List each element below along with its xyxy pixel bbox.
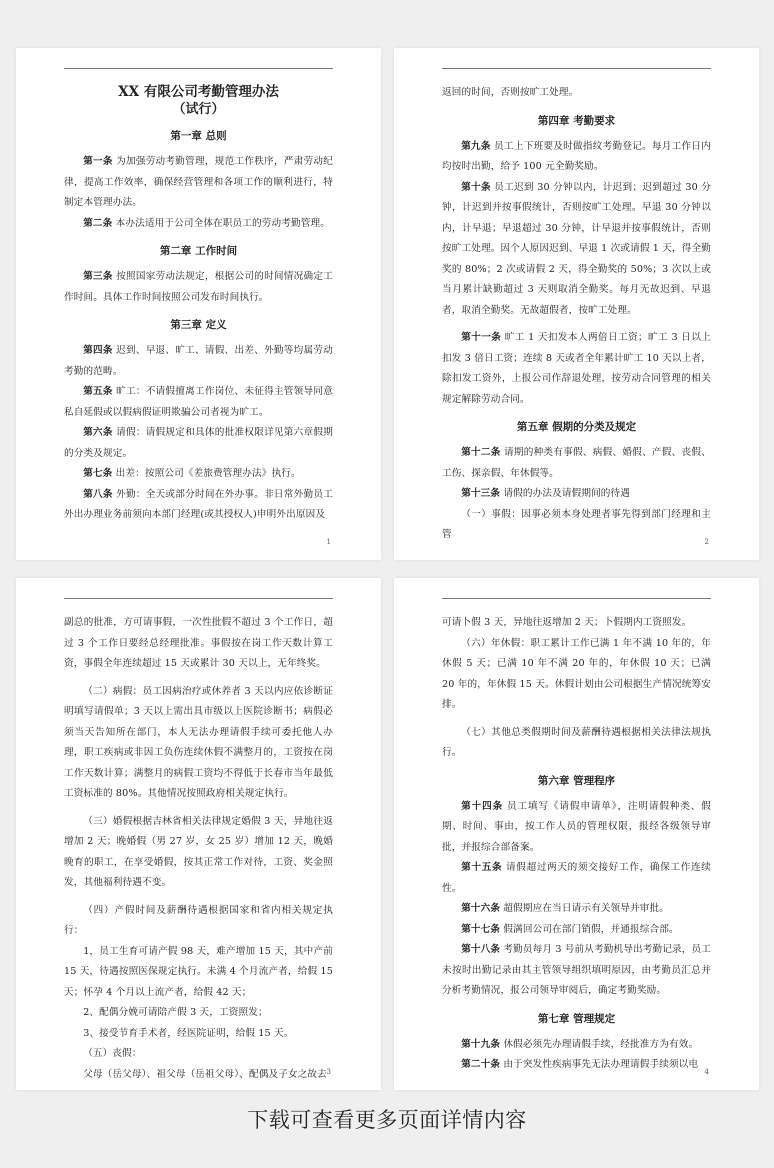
- leave-type-paragraph: （五）丧假：: [83, 1048, 142, 1059]
- article-paragraph: [64, 464, 333, 485]
- chapter-heading: 第二章 工作时间: [159, 245, 238, 257]
- article-paragraph: [64, 382, 333, 423]
- page-number: 3: [326, 1068, 331, 1076]
- document-page-2: [394, 48, 759, 560]
- article-label: 第十六条: [461, 903, 501, 914]
- article-text: 出差：按照公司《差旅费管理办法》执行。: [112, 468, 301, 479]
- article-paragraph: [64, 485, 333, 526]
- continued-paragraph: 副总的批准，方可请事假，一次性批假不超过 3 个工作日，超过 3 个工作日要经总经理批准。事假按在岗工作天数计算工资，事假全年连续超过 15 天或累计 30 天以上，无年终奖。: [64, 617, 333, 669]
- article-text: 休假必须先办理请假手续，经批准方为有效。: [500, 1038, 699, 1050]
- article-paragraph: [64, 341, 333, 382]
- download-more-link[interactable]: 下载可查看更多页面详情内容: [247, 1108, 527, 1132]
- article-label: 第十一条: [461, 332, 502, 343]
- article-text: 请假：请假规定和具体的批准权限详见第六章假期的分类及规定。: [64, 427, 333, 459]
- article-paragraph: [64, 267, 333, 308]
- chapter-heading: 第五章 假期的分类及规定: [516, 421, 637, 433]
- article-paragraph: [442, 178, 711, 322]
- document-page-3: [16, 578, 381, 1090]
- article-paragraph: [442, 137, 711, 178]
- article-label: 第九条: [461, 140, 491, 152]
- header-rule: [442, 598, 711, 599]
- article-text: 旷工 1 天扣发本人两倍日工资；旷工 3 日以上扣发 3 倍日工资；连续 8 天或者全年累计旷工 10 天以上者，除扣发工资外，上报公司作辞退处理，按劳动合同管理的相关规定解除劳动合同。: [442, 332, 711, 405]
- article-paragraph: [64, 152, 333, 214]
- header-rule: [64, 68, 333, 69]
- continued-paragraph: 返回的时间，否则按旷工处理。: [442, 87, 579, 98]
- header-rule: [64, 598, 333, 599]
- article-paragraph: [442, 484, 711, 505]
- article-text: 员工迟到 30 分钟以内，计迟到；迟到超过 30 分钟，计迟到并按事假统计，否则按旷工处理。早退 30 分钟以内，计早退；早退超过 30 分钟，计早退并按事假统计，否则按旷工处理。因个人原因迟到、早退 1 次或请假 1 天，得全勤奖的 80%；2 次或请假 2 天，得全勤奖的 50%；3 次以上或当月累计缺勤超过 3 天则取消全勤奖。每月无故迟到、早退者，取消全勤奖。无故超假者，按旷工处理。: [442, 181, 711, 316]
- page-number: 1: [326, 538, 331, 546]
- article-text: 考勤员每月 3 号前从考勤机导出考勤记录，员工未按时出勤记录由其主管领导组织填明原因，由考勤员汇总并分析考勤情况，报公司领导审阅后，确定考勤奖励。: [442, 944, 711, 996]
- article-label: 第四条: [83, 345, 113, 356]
- article-text: 由于突发性疾病事先无法办理请假手续须以电: [500, 1059, 699, 1070]
- article-text: 员工上下班要及时做指纹考勤登记。每月工作日内均按时出勤，给予 100 元全勤奖励。: [442, 140, 711, 172]
- page-number: 4: [704, 1068, 709, 1076]
- article-text: 超假期应在当日请示有关领导并审批。: [500, 903, 670, 914]
- chapter-heading: 第七章 管理规定: [537, 1012, 616, 1025]
- document-page-1: [16, 48, 381, 560]
- article-label: 第八条: [83, 488, 113, 500]
- article-label: 第二十条: [461, 1059, 501, 1070]
- article-paragraph: [442, 858, 711, 899]
- list-item: 3、接受节育手术者，经医院证明，给假 15 天。: [83, 1027, 294, 1039]
- article-paragraph: [442, 328, 711, 410]
- article-label: 第三条: [83, 271, 113, 282]
- article-label: 第十八条: [461, 944, 501, 955]
- article-paragraph: [442, 1035, 711, 1056]
- list-item: 2、配偶分娩可请陪产假 3 天，工资照发；: [83, 1007, 268, 1018]
- article-label: 第十二条: [461, 447, 501, 458]
- article-label: 第十七条: [461, 923, 501, 935]
- article-text: 旷工：不请假擅离工作岗位、未征得主管领导同意私自延假或以假病假证明欺骗公司者视为旷工。: [64, 386, 333, 418]
- article-paragraph: [442, 1055, 711, 1076]
- article-label: 第六条: [83, 427, 113, 438]
- leave-type-paragraph: （七）其他总类假期时间及薪酬待遇根据相关法律法规执行。: [442, 726, 711, 758]
- article-paragraph: [442, 920, 711, 941]
- article-text: 员工填写《请假申请单》，注明请假种类、假期、时间、事由，按工作人员的管理权限，报经各级领导审批，并报综合部备案。: [442, 800, 711, 853]
- article-paragraph: [442, 443, 711, 484]
- document-title: XX 有限公司考勤管理办法: [118, 84, 279, 100]
- article-paragraph: [442, 797, 711, 859]
- article-text: 假满回公司在部门销假，并通报综合部。: [500, 923, 679, 935]
- article-label: 第十九条: [461, 1038, 501, 1050]
- article-label: 第七条: [83, 468, 113, 479]
- article-label: 第十三条: [461, 488, 501, 499]
- list-item: 1，员工生育可请产假 98 天，难产增加 15 天，其中产前 15 天，待遇按照医保规定执行。未满 4 个月流产者，给假 15 天；怀孕 4 个月以上流产者，给假 42 天；: [64, 945, 333, 998]
- header-rule: [442, 68, 711, 69]
- leave-type-paragraph: （四）产假时间及薪酬待遇根据国家和省内相关规定执行：: [64, 904, 333, 936]
- article-paragraph: [442, 899, 711, 920]
- article-paragraph: [64, 423, 333, 464]
- article-label: 第二条: [83, 217, 113, 229]
- article-text: 请假超过两天的须交接好工作，确保工作连续性。: [442, 862, 711, 894]
- chapter-heading: 第四章 考勤要求: [537, 114, 616, 127]
- leave-type-paragraph: （三）婚假根据吉林省相关法律规定婚假 3 天，异地往返增加 2 天；晚婚假（男 27 岁，女 25 岁）增加 12 天，晚婚晚育的职工，在享受婚假，按其正常工作对待，工资、奖金照发，其他福利待遇不变。: [64, 815, 333, 888]
- article-text: 外勤：全天或部分时间在外办事。非日常外勤员工外出办理业务前须向本部门经理(或其授权人)申明外出原因及: [64, 488, 333, 520]
- leave-type-paragraph: （二）病假：员工因病治疗或休养者 3 天以内应依诊断证明填写请假单；3 天以上需出具市级以上医院诊断书；病假必须当天告知所在部门，本人无法办理请假手续可委托他人办理，职工疾病或非因工负伤连续休假不满整月的，工资按在岗工作天数计算；满整月的病假工资均不得低于长春市当年最低工资标准的 80%。其他情况按照政府相关规定执行。: [64, 685, 333, 799]
- article-label: 第十五条: [461, 862, 503, 873]
- continued-paragraph: 可请卜假 3 天，异地往返增加 2 天；卜假期内工资照发。: [442, 617, 692, 628]
- article-paragraph: [64, 214, 333, 235]
- article-text: 为加强劳动考勤管理，规范工作秩序，严肃劳动纪律，提高工作效率，确保经营管理和各项工作的顺利进行，特制定本管理办法。: [64, 156, 333, 208]
- leave-type-paragraph: （一）事假：因事必须本身处理者事先得到部门经理和主管: [442, 508, 711, 540]
- chapter-heading: 第三章 定义: [170, 319, 227, 331]
- list-item: 父母（岳父母）、祖父母（岳祖父母）、配偶及子女之故去: [83, 1068, 327, 1080]
- document-page-4: [394, 578, 759, 1090]
- chapter-heading: 第六章 管理程序: [537, 774, 616, 787]
- article-text: 按照国家劳动法规定，根据公司的时间情况确定工作时间。具体工作时间按照公司发布时间执行。: [64, 271, 333, 303]
- article-label: 第五条: [83, 386, 113, 397]
- leave-type-paragraph: （六）年休假：职工累计工作已满 1 年不满 10 年的，年休假 5 天；已满 10 年不满 20 年的，年休假 10 天；已满 20 年的，年休假 15 天。休假计划由公司根据生产情况统筹安排。: [442, 637, 711, 710]
- article-label: 第一条: [83, 156, 113, 167]
- article-text: 本办法适用于公司全体在职员工的劳动考勤管理。: [112, 217, 330, 229]
- chapter-heading: 第一章 总则: [170, 130, 227, 142]
- article-text: 请假的办法及请假期间的待遇: [500, 488, 631, 499]
- document-subtitle: （试行）: [172, 102, 225, 117]
- article-label: 第十四条: [461, 800, 504, 812]
- article-text: 迟到、早退、旷工、请假、出差、外勤等均属劳动考勤的范畴。: [64, 345, 333, 377]
- page-number: 2: [704, 538, 709, 546]
- article-text: 请期的种类有事假、病假、婚假、产假、丧假、工伤、探亲假、年休假等。: [442, 447, 711, 479]
- article-label: 第十条: [461, 181, 491, 193]
- article-paragraph: [442, 940, 711, 1002]
